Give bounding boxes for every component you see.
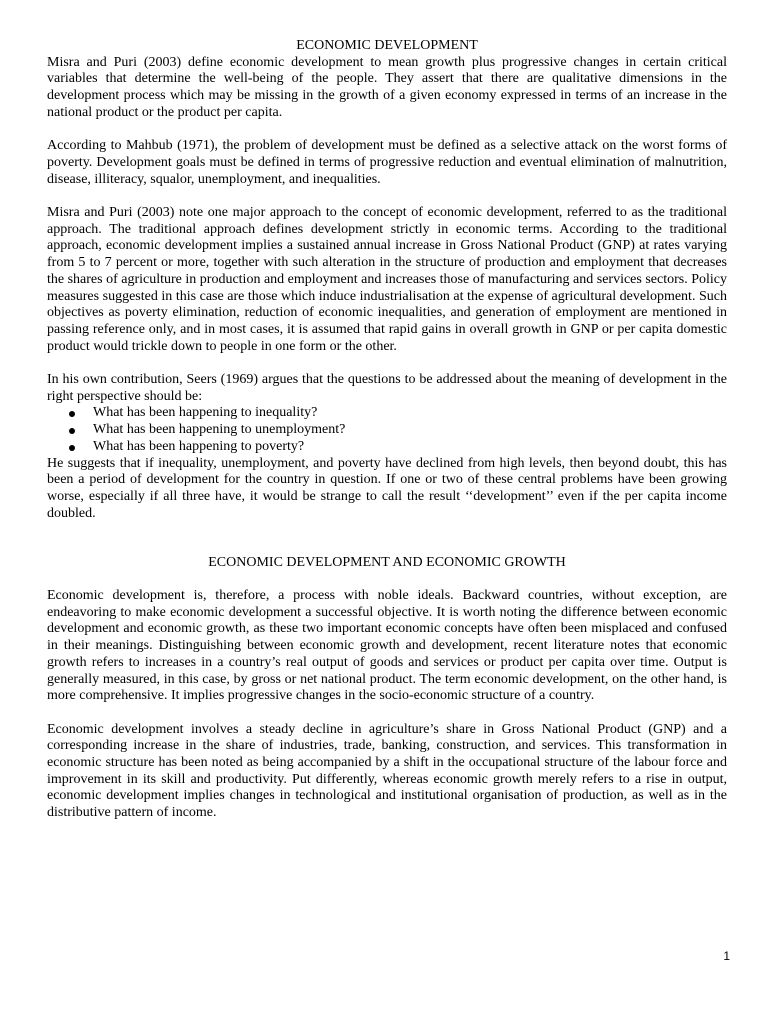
bullet-icon — [69, 411, 75, 417]
paragraph-structural-change: Economic development involves a steady decline in agriculture’s share in Gross National Product (GNP) and a corresponding increase in the share of industries, trade, banking, construction, and services. This transformation in economic structure has been noted as being accompanied by a shift in the occupational structure of the labour force and improvement in its skill and productivity. Put differently, whereas economic growth merely refers to a rise in output, economic development implies changes in technological and institutional organisation of production, as well as in the distributive pattern of income. — [47, 721, 727, 821]
list-item — [47, 405, 727, 422]
paragraph-seers-conclusion: He suggests that if inequality, unemployment, and poverty have declined from high levels, then beyond doubt, this has been a period of development for the country in question. If one or two of these central problems have been growing worse, especially if all three have, it would be strange to call the result ‘‘development’’ even if the per capita income doubled. — [47, 455, 727, 521]
list-item-text: What has been happening to unemployment? — [93, 422, 346, 438]
list-item-text: What has been happening to inequality? — [93, 405, 318, 421]
paragraph-definition: Misra and Puri (2003) define economic development to mean growth plus progressive changes in certain critical variables that determine the well-being of the people. They assert that there are qualitative dimensions in the development process which may be missing in the growth of a given economy expressed in terms of an increase in the national product or the product per capita. — [47, 54, 727, 120]
page-number: 1 — [723, 949, 730, 963]
paragraph-noble-ideals: Economic development is, therefore, a process with noble ideals. Backward countries, without exception, are endeavoring to make economic development a successful objective. It is worth noting the difference between economic development and economic growth, as these two important economic concepts have often been misplaced and confused in their meanings. Distinguishing between economic growth and development, recent literature notes that economic growth refers to increases in a country’s real output of goods and services or product per capita over time. Output is generally measured, in this case, by gross or net national product. The term economic development, on the other hand, is more comprehensive. It implies progressive changes in the socio-economic structure of a country. — [47, 588, 727, 704]
list-item — [47, 439, 727, 456]
list-item-text: What has been happening to poverty? — [93, 438, 305, 454]
paragraph-mahbub: According to Mahbub (1971), the problem of development must be defined as a selective attack on the worst forms of poverty. Development goals must be defined in terms of progressive reduction and eventual elimination of malnutrition, disease, illiteracy, squalor, unemployment, and inequalities. — [47, 138, 727, 187]
seers-questions-list — [47, 405, 727, 455]
bullet-icon — [69, 445, 75, 451]
section-heading: ECONOMIC DEVELOPMENT AND ECONOMIC GROWTH — [208, 555, 566, 571]
document-page — [47, 38, 727, 822]
bullet-icon — [69, 428, 75, 434]
paragraph-traditional-approach: Misra and Puri (2003) note one major approach to the concept of economic development, referred to as the traditional approach. The traditional approach defines development strictly in economic terms. According to the traditional approach, economic development implies a sustained annual increase in Gross National Product (GNP) at rates varying from 5 to 7 percent or more, together with such alteration in the structure of production and employment that decreases the shares of agriculture in production and employment and increases those of manufacturing and services sectors. Policy measures suggested in this case are those which induce industrialisation at the expense of agricultural development. Such objectives as poverty elimination, reduction of economic inequalities, and generation of employment are mentioned in passing reference only, and in most cases, it is assumed that rapid gains in overall growth in GNP or per capita domestic product would trickle down to people in one form or the other. — [47, 205, 727, 354]
paragraph-seers: In his own contribution, Seers (1969) argues that the questions to be addressed about the meaning of development in the right perspective should be: — [47, 372, 727, 404]
document-title: ECONOMIC DEVELOPMENT — [296, 38, 478, 53]
list-item — [47, 422, 727, 439]
